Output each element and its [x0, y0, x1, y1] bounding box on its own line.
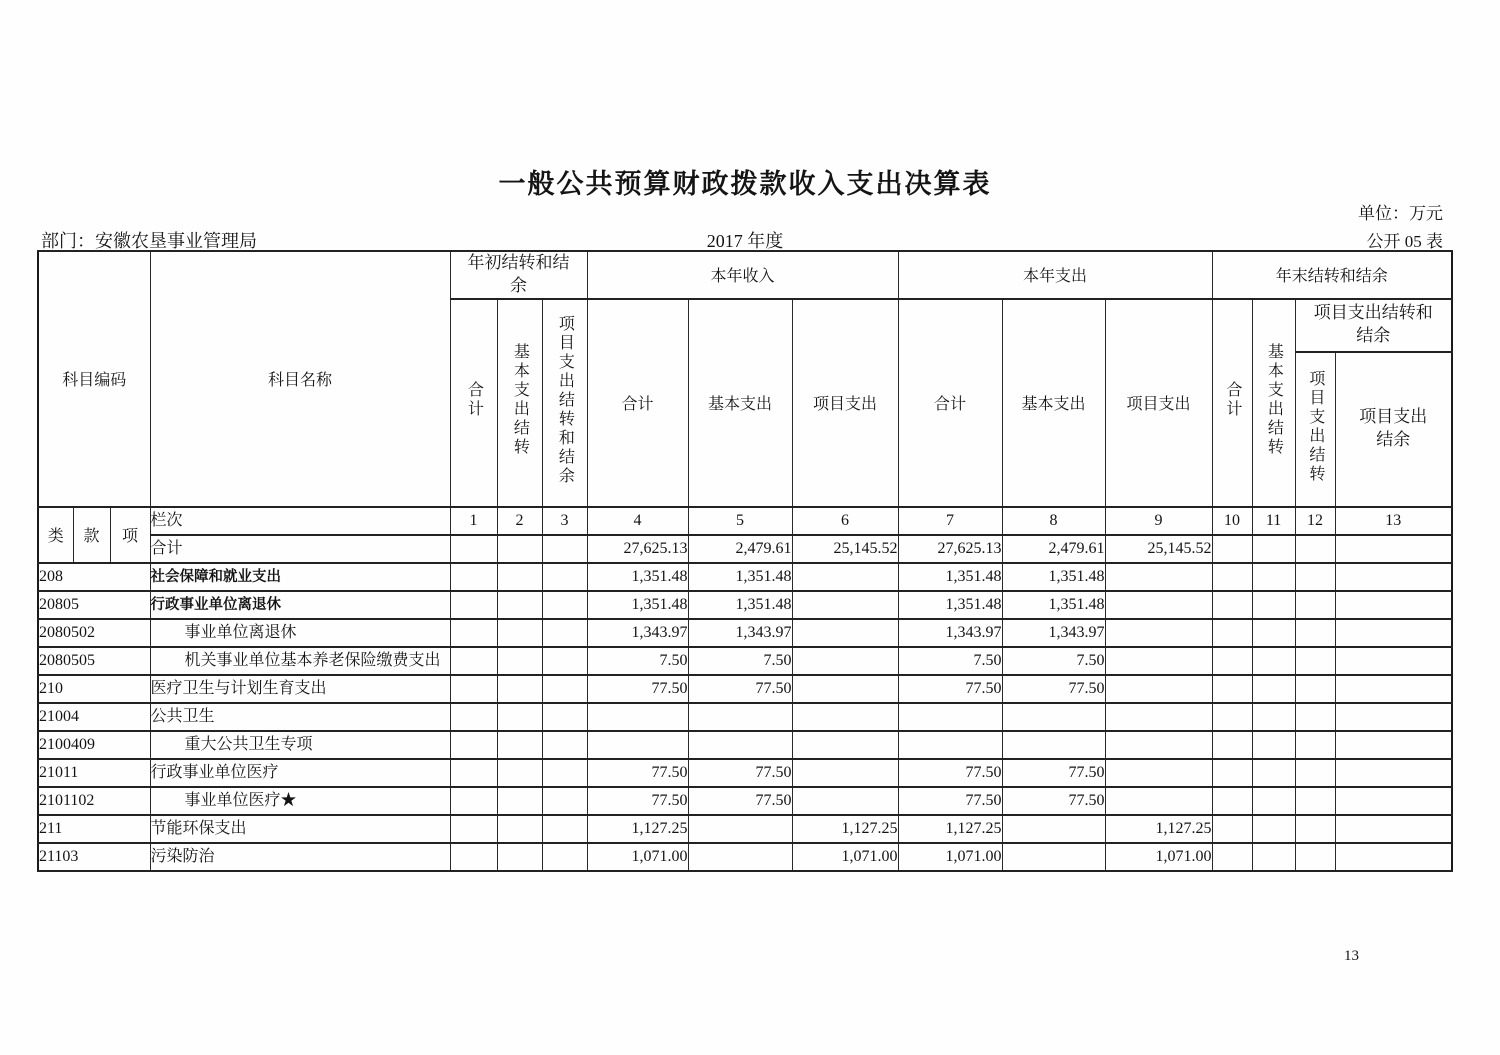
value-cell	[1105, 647, 1212, 675]
value-cell	[1252, 535, 1295, 563]
value-cell	[1295, 815, 1335, 843]
value-cell: 1,351.48	[1002, 563, 1105, 591]
value-cell: 2,479.61	[688, 535, 792, 563]
value-cell	[497, 619, 542, 647]
value-cell	[1212, 815, 1252, 843]
value-cell	[497, 731, 542, 759]
value-cell	[497, 815, 542, 843]
column-number-cell: 8	[1002, 507, 1105, 535]
value-cell	[497, 787, 542, 815]
value-cell	[450, 563, 497, 591]
value-cell	[898, 731, 1002, 759]
code-cell: 210	[38, 675, 150, 703]
table-number-label: 公开 05 表	[1366, 232, 1443, 251]
value-cell	[1252, 759, 1295, 787]
value-cell	[542, 703, 587, 731]
value-cell	[1212, 535, 1252, 563]
code-cell: 211	[38, 815, 150, 843]
name-cell: 公共卫生	[150, 703, 450, 731]
value-cell: 77.50	[688, 675, 792, 703]
value-cell	[1212, 647, 1252, 675]
column-number-cell: 4	[587, 507, 688, 535]
value-cell	[792, 563, 898, 591]
value-cell	[1212, 619, 1252, 647]
value-cell	[1335, 591, 1452, 619]
name-cell: 行政事业单位医疗	[150, 759, 450, 787]
header-end-project-carryover: 项目支出结转	[1295, 352, 1335, 507]
code-cell: 2101102	[38, 787, 150, 815]
value-cell: 77.50	[587, 759, 688, 787]
value-cell: 77.50	[688, 759, 792, 787]
value-cell: 1,071.00	[587, 843, 688, 871]
header-group-begin-balance: 年初结转和结余	[450, 251, 587, 299]
header-begin-project-carryover: 项目支出结转和结余	[542, 299, 587, 507]
value-cell	[1105, 675, 1212, 703]
value-cell	[1105, 619, 1212, 647]
column-number-cell: 11	[1252, 507, 1295, 535]
value-cell	[450, 815, 497, 843]
value-cell	[542, 731, 587, 759]
value-cell	[792, 759, 898, 787]
value-cell	[1335, 759, 1452, 787]
value-cell	[792, 591, 898, 619]
value-cell	[1105, 787, 1212, 815]
value-cell	[497, 535, 542, 563]
header-code-item: 项	[110, 507, 150, 563]
value-cell: 77.50	[898, 759, 1002, 787]
table-row	[38, 731, 1452, 759]
header-end-project-surplus: 项目支出结余	[1335, 352, 1452, 507]
value-cell	[1335, 731, 1452, 759]
value-cell	[1212, 675, 1252, 703]
value-cell	[542, 843, 587, 871]
code-cell: 21011	[38, 759, 150, 787]
lanci-label: 栏次	[150, 507, 450, 535]
value-cell	[1212, 591, 1252, 619]
value-cell: 77.50	[587, 787, 688, 815]
value-cell	[1335, 647, 1452, 675]
value-cell	[1252, 703, 1295, 731]
name-cell: 节能环保支出	[150, 815, 450, 843]
name-cell: 污染防治	[150, 843, 450, 871]
value-cell: 77.50	[587, 675, 688, 703]
table-row	[38, 563, 1452, 591]
department-label: 部门：安徽农垦事业管理局	[41, 231, 257, 251]
value-cell: 77.50	[898, 787, 1002, 815]
value-cell	[792, 619, 898, 647]
value-cell	[1252, 843, 1295, 871]
header-end-project-group: 项目支出结转和结余	[1295, 299, 1452, 352]
header-end-total: 合计	[1212, 299, 1252, 507]
value-cell	[542, 759, 587, 787]
value-cell	[450, 591, 497, 619]
year-label: 2017 年度	[706, 231, 784, 251]
name-cell: 社会保障和就业支出	[150, 563, 450, 591]
value-cell	[1105, 563, 1212, 591]
value-cell	[1335, 787, 1452, 815]
value-cell	[450, 703, 497, 731]
value-cell	[1335, 703, 1452, 731]
value-cell	[542, 591, 587, 619]
value-cell	[898, 703, 1002, 731]
page-title: 一般公共预算财政拨款收入支出决算表	[498, 169, 992, 199]
column-number-cell: 12	[1295, 507, 1335, 535]
value-cell: 77.50	[1002, 675, 1105, 703]
value-cell	[688, 843, 792, 871]
column-number-cell: 1	[450, 507, 497, 535]
value-cell	[587, 703, 688, 731]
header-group-expense: 本年支出	[898, 251, 1212, 299]
column-number-cell: 13	[1335, 507, 1452, 535]
value-cell: 7.50	[587, 647, 688, 675]
value-cell	[1335, 675, 1452, 703]
name-cell: 行政事业单位离退休	[150, 591, 450, 619]
value-cell	[1002, 703, 1105, 731]
name-cell: 机关事业单位基本养老保险缴费支出	[150, 647, 450, 675]
value-cell: 1,351.48	[587, 563, 688, 591]
value-cell: 1,351.48	[898, 591, 1002, 619]
value-cell: 77.50	[1002, 787, 1105, 815]
value-cell: 1,351.48	[898, 563, 1002, 591]
value-cell	[1252, 787, 1295, 815]
value-cell	[1295, 787, 1335, 815]
name-cell: 事业单位医疗★	[150, 787, 450, 815]
value-cell	[1295, 675, 1335, 703]
value-cell	[497, 647, 542, 675]
value-cell	[792, 675, 898, 703]
value-cell	[542, 563, 587, 591]
value-cell	[1105, 731, 1212, 759]
value-cell	[1212, 563, 1252, 591]
value-cell: 7.50	[898, 647, 1002, 675]
value-cell	[497, 675, 542, 703]
value-cell	[1212, 703, 1252, 731]
value-cell: 1,343.97	[1002, 619, 1105, 647]
value-cell	[1105, 759, 1212, 787]
header-subject-name: 科目名称	[150, 251, 450, 507]
value-cell	[1295, 535, 1335, 563]
value-cell	[450, 843, 497, 871]
value-cell	[1105, 591, 1212, 619]
header-group-income: 本年收入	[587, 251, 898, 299]
value-cell	[1295, 591, 1335, 619]
value-cell	[1335, 843, 1452, 871]
table-row	[38, 647, 1452, 675]
value-cell	[1335, 815, 1452, 843]
value-cell	[542, 647, 587, 675]
column-number-cell: 3	[542, 507, 587, 535]
value-cell	[450, 647, 497, 675]
value-cell	[1252, 731, 1295, 759]
total-row-label: 合计	[150, 535, 450, 563]
value-cell	[1295, 759, 1335, 787]
value-cell	[1212, 731, 1252, 759]
header-code-section: 款	[73, 507, 110, 563]
value-cell: 1,343.97	[688, 619, 792, 647]
header-begin-basic-carryover: 基本支出结转	[497, 299, 542, 507]
value-cell	[1335, 535, 1452, 563]
value-cell	[450, 787, 497, 815]
value-cell	[542, 787, 587, 815]
value-cell: 25,145.52	[792, 535, 898, 563]
table-row	[38, 675, 1452, 703]
value-cell	[450, 675, 497, 703]
name-cell: 医疗卫生与计划生育支出	[150, 675, 450, 703]
budget-table	[37, 250, 1453, 872]
value-cell: 7.50	[1002, 647, 1105, 675]
value-cell	[542, 675, 587, 703]
value-cell	[688, 815, 792, 843]
header-expense-basic: 基本支出	[1002, 299, 1105, 507]
code-cell: 208	[38, 563, 150, 591]
header-income-project: 项目支出	[792, 299, 898, 507]
code-cell: 21103	[38, 843, 150, 871]
header-group-end-balance: 年末结转和结余	[1212, 251, 1452, 299]
code-cell: 2080502	[38, 619, 150, 647]
value-cell	[1212, 787, 1252, 815]
value-cell	[1252, 647, 1295, 675]
column-number-cell: 9	[1105, 507, 1212, 535]
table-row	[38, 591, 1452, 619]
value-cell	[1335, 563, 1452, 591]
value-cell	[1295, 843, 1335, 871]
table-row	[38, 843, 1452, 871]
value-cell	[542, 815, 587, 843]
value-cell: 1,351.48	[587, 591, 688, 619]
value-cell: 1,127.25	[898, 815, 1002, 843]
value-cell	[1105, 703, 1212, 731]
value-cell	[1002, 815, 1105, 843]
value-cell: 2,479.61	[1002, 535, 1105, 563]
value-cell: 1,127.25	[792, 815, 898, 843]
name-cell: 重大公共卫生专项	[150, 731, 450, 759]
value-cell	[450, 619, 497, 647]
header-subject-code: 科目编码	[38, 251, 150, 507]
header-income-basic: 基本支出	[688, 299, 792, 507]
value-cell: 7.50	[688, 647, 792, 675]
value-cell	[542, 535, 587, 563]
value-cell	[1295, 703, 1335, 731]
header-end-basic-carryover: 基本支出结转	[1252, 299, 1295, 507]
value-cell: 77.50	[1002, 759, 1105, 787]
code-cell: 2100409	[38, 731, 150, 759]
value-cell: 1,071.00	[1105, 843, 1212, 871]
name-cell: 事业单位离退休	[150, 619, 450, 647]
value-cell	[1295, 647, 1335, 675]
value-cell: 25,145.52	[1105, 535, 1212, 563]
column-number-cell: 10	[1212, 507, 1252, 535]
table-row	[38, 703, 1452, 731]
value-cell	[587, 731, 688, 759]
value-cell	[1252, 619, 1295, 647]
value-cell	[450, 759, 497, 787]
header-expense-total: 合计	[898, 299, 1002, 507]
header-begin-total: 合计	[450, 299, 497, 507]
value-cell	[792, 787, 898, 815]
value-cell	[1252, 675, 1295, 703]
value-cell: 77.50	[688, 787, 792, 815]
code-cell: 21004	[38, 703, 150, 731]
value-cell	[1252, 815, 1295, 843]
value-cell	[688, 731, 792, 759]
value-cell	[1295, 619, 1335, 647]
value-cell: 1,071.00	[898, 843, 1002, 871]
code-cell: 2080505	[38, 647, 150, 675]
column-number-cell: 5	[688, 507, 792, 535]
value-cell	[497, 563, 542, 591]
value-cell: 1,351.48	[688, 591, 792, 619]
header-income-total: 合计	[587, 299, 688, 507]
value-cell	[497, 703, 542, 731]
value-cell: 1,127.25	[1105, 815, 1212, 843]
value-cell	[1335, 619, 1452, 647]
value-cell	[497, 843, 542, 871]
value-cell	[1295, 731, 1335, 759]
table-row	[38, 619, 1452, 647]
value-cell	[792, 703, 898, 731]
value-cell: 1,071.00	[792, 843, 898, 871]
value-cell	[497, 759, 542, 787]
value-cell	[792, 647, 898, 675]
value-cell	[542, 619, 587, 647]
unit-label: 单位：万元	[1358, 204, 1443, 223]
column-number-cell: 7	[898, 507, 1002, 535]
value-cell	[450, 731, 497, 759]
value-cell	[1212, 843, 1252, 871]
value-cell	[792, 731, 898, 759]
value-cell: 1,343.97	[898, 619, 1002, 647]
value-cell	[1252, 591, 1295, 619]
value-cell: 27,625.13	[587, 535, 688, 563]
header-expense-project: 项目支出	[1105, 299, 1212, 507]
value-cell	[688, 703, 792, 731]
value-cell: 1,343.97	[587, 619, 688, 647]
header-code-class: 类	[38, 507, 73, 563]
page-number: 13	[1344, 948, 1359, 964]
table-row	[38, 759, 1452, 787]
value-cell	[1002, 731, 1105, 759]
table-row	[38, 815, 1452, 843]
value-cell	[1002, 843, 1105, 871]
value-cell	[497, 591, 542, 619]
table-row	[38, 787, 1452, 815]
value-cell: 1,351.48	[688, 563, 792, 591]
value-cell: 1,127.25	[587, 815, 688, 843]
value-cell	[1252, 563, 1295, 591]
value-cell: 1,351.48	[1002, 591, 1105, 619]
value-cell	[1295, 563, 1335, 591]
value-cell: 77.50	[898, 675, 1002, 703]
column-number-cell: 6	[792, 507, 898, 535]
value-cell	[1212, 759, 1252, 787]
column-number-cell: 2	[497, 507, 542, 535]
value-cell	[450, 535, 497, 563]
code-cell: 20805	[38, 591, 150, 619]
value-cell: 27,625.13	[898, 535, 1002, 563]
